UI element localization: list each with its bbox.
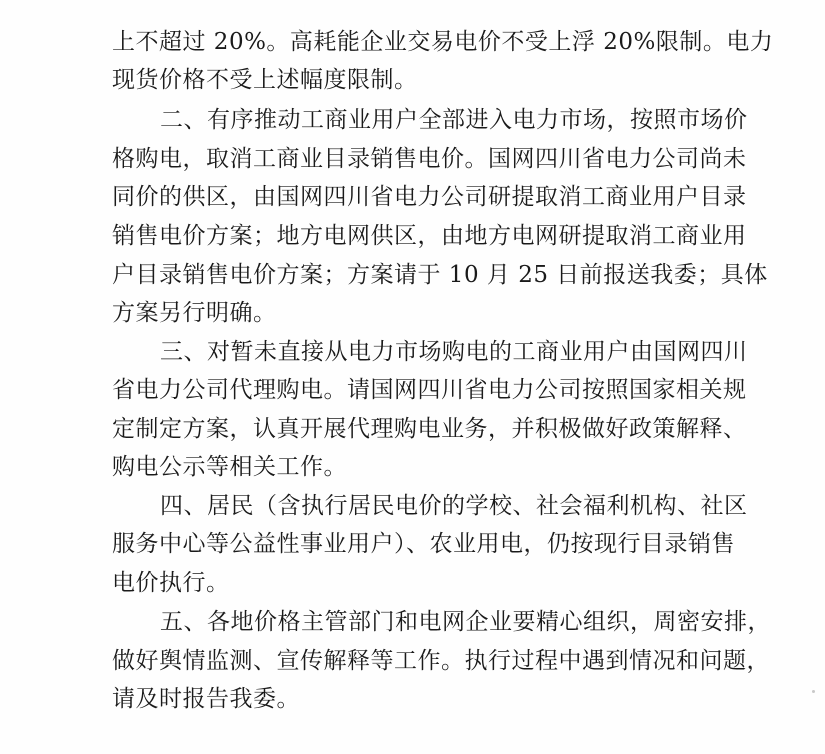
- paragraph-2-line-1: 二、有序推动工商业用户全部进入电力市场，按照市场价: [160, 107, 748, 133]
- paragraph-4-line-3: 电价执行。: [112, 570, 230, 596]
- paragraph-4-line-2: 服务中心等公益性事业用户）、农业用电，仍按现行目录销售: [112, 531, 735, 557]
- paragraph-2-line-2: 格购电，取消工商业目录销售电价。国网四川省电力公司尚未: [112, 146, 747, 172]
- paragraph-5-line-3: 请及时报告我委。: [112, 686, 300, 712]
- paragraph-2-line-5: 户目录销售电价方案；方案请于 10 月 25 日前报送我委；具体: [112, 262, 768, 288]
- paragraph-5-line-2: 做好舆情监测、宣传解释等工作。执行过程中遇到情况和问题，: [112, 648, 770, 674]
- paragraph-1-line-1: 上不超过 20%。高耗能企业交易电价不受上浮 20%限制。电力: [112, 29, 774, 55]
- paragraph-1-line-2: 现货价格不受上述幅度限制。: [112, 67, 418, 93]
- paragraph-3-line-2: 省电力公司代理购电。请国网四川省电力公司按照国家相关规: [112, 377, 747, 403]
- paragraph-3-line-1: 三、对暂未直接从电力市场购电的工商业用户由国网四川: [160, 339, 748, 365]
- paragraph-3-line-4: 购电公示等相关工作。: [112, 454, 347, 480]
- paragraph-4-line-1: 四、居民（含执行居民电价的学校、社会福利机构、社区: [160, 493, 748, 519]
- paragraph-3-line-3: 定制定方案，认真开展代理购电业务，并积极做好政策解释、: [112, 416, 747, 442]
- paragraph-2-line-4: 销售电价方案；地方电网供区，由地方电网研提取消工商业用: [112, 223, 747, 249]
- paragraph-2-line-6: 方案另行明确。: [112, 300, 277, 326]
- scan-speck: [812, 690, 815, 693]
- paragraph-5-line-1: 五、各地价格主管部门和电网企业要精心组织，周密安排，: [160, 609, 771, 635]
- paragraph-2-line-3: 同价的供区，由国网四川省电力公司研提取消工商业用户目录: [112, 184, 747, 210]
